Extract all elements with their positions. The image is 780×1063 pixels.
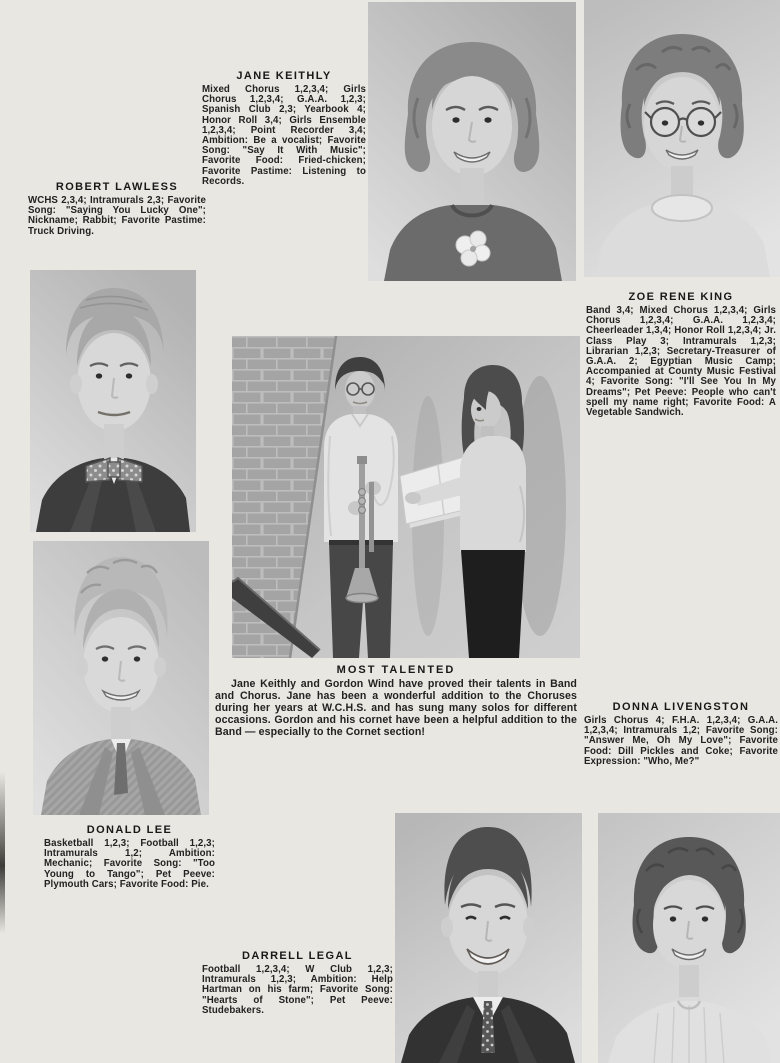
student-bio-jane: Mixed Chorus 1,2,3,4; Girls Chorus 1,2,3,4; G.A.A. 1,2,3; Spanish Club 2,3; Yearbook 4; Honor Roll 3,4; Girls Ensemble 1,2,3,4; Point Recorder 3,4; Ambition: Be a vocalist; Favorite Song: "Say It With Music"; Favorite Food: Fried-chicken; Favorite Pastime: Listening to Records. [202,84,366,187]
student-name-darrell: DARRELL LEGAL [242,950,353,962]
entry-jane-keithly [202,70,366,187]
portrait-photo-jane-keithly [368,2,576,281]
student-name-donna: DONNA LIVENGSTON [612,701,750,713]
girl-portrait-illustration [368,2,576,281]
student-bio-robert: WCHS 2,3,4; Intramurals 2,3; Favorite Song: "Saying You Lucky One"; Nickname; Rabbit; Favorite Pastime: Truck Driving. [28,195,206,237]
student-bio-zoe: Band 3,4; Mixed Chorus 1,2,3,4; Girls Chorus 1,2,3,4; G.A.A. 1,2,3,4; Cheerleader 1,3,4; Honor Roll 1,2,3,4; Jr. Class Play 3; Intramurals 1,2,3; Librarian 1,2,3; Secretary-Treasurer of G.A.A. 2; Egyptian Music Camp; Accompanied at County Music Festival 4; Favorite Song: "I'll See You In My Dreams"; Pet Peeve: People who can't spell my name right; Favorite Food: A Vegetable Sandwich. [586,305,776,419]
boy-tweed-portrait-illustration [33,541,209,815]
student-bio-donald: Basketball 1,2,3; Football 1,2,3; Intramurals 1,2; Ambition: Mechanic; Favorite Song: "Too Young to Tango"; Pet Peeve: Plymouth Cars; Favorite Food: Pie. [44,838,215,890]
student-name-zoe: ZOE RENE KING [628,291,734,303]
student-name-donald: DONALD LEE [86,824,173,836]
student-name-robert: ROBERT LAWLESS [55,181,179,193]
girl-glasses-portrait-illustration [584,0,780,277]
entry-donald-lee [44,824,215,890]
portrait-photo-darrell-legal [395,813,582,1063]
entry-robert-lawless [28,181,206,237]
boy-bowtie-portrait-illustration [30,270,196,532]
portrait-photo-zoe-rene-king [584,0,780,277]
cornet-and-sheet-music-scene-illustration [232,336,580,658]
feature-caption: Jane Keithly and Gordon Wind have proved their talents in Band and Chorus. Jane has been a wonderful addition to the Choruses during her years at W.C.H.S. and has sung many solos for different occasions. Gordon and his cornet have been a helpful addition to the Band — especially to the Cornet section! [215,678,577,739]
portrait-photo-donna-livengston [598,813,780,1063]
girl-curly-hair-portrait-illustration [598,813,780,1063]
photo-most-talented-candid [232,336,580,658]
boy-suit-portrait-illustration [395,813,582,1063]
feature-caption-block [215,664,577,738]
scan-artifact [0,772,5,942]
student-bio-donna: Girls Chorus 4; F.H.A. 1,2,3,4; G.A.A. 1,2,3,4; Intramurals 1,2; Favorite Song: "Answer Me, Oh My Love"; Favorite Food: Dill Pickles and Coke; Favorite Expression: "Who, Me?" [584,715,778,767]
feature-title: MOST TALENTED [336,664,456,676]
entry-zoe-rene-king [586,291,776,418]
student-bio-darrell: Football 1,2,3,4; W Club 1,2,3; Intramurals 1,2,3; Ambition: Help Hartman on his farm; Favorite Song: "Hearts of Stone"; Pet Peeve: Studebakers. [202,964,393,1016]
student-name-jane: JANE KEITHLY [236,70,332,82]
entry-darrell-legal [202,950,393,1016]
entry-donna-livengston [584,701,778,767]
portrait-photo-donald-lee [33,541,209,815]
portrait-photo-robert-lawless [30,270,196,532]
